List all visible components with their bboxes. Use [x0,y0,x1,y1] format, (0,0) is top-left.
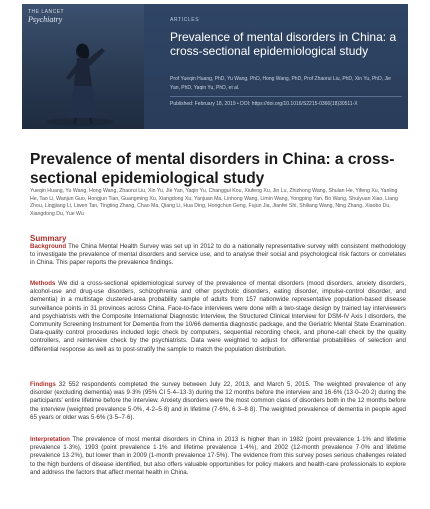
background-text: The China Mental Health Survey was set up in 2012 to do a nationally representative survey with consistent methodology to investigate the prevalence of mental disorders and service use, and to analyse their social and psychological risk factors or correlates in China. This paper reports the prevalence findings. [30,243,407,267]
banner-text-panel [144,4,408,129]
summary-methods [30,280,406,354]
findings-label: Findings [30,381,56,388]
summary-interpretation [30,436,406,477]
summary-background [30,243,406,268]
article-banner [22,4,408,129]
banner-title: Prevalence of mental disorders in China: a cross-sectional epidemiological study [170,30,397,58]
journal-logo [28,8,64,24]
background-label: Background [30,243,67,250]
interpretation-text: The prevalence of most mental disorders in China in 2013 is higher than in 1982 (point prevalence 1·1% and lifetime prevalence 1·3%), 1993 (point prevalence 1·1% and lifetime prevalence 1·4%), and 2002 (12-month prevalence 7·0% and lifetime prevalence 13·2%), but lower than in 2009 (1-month prevalence 17·5%). The evidence from this survey poses serious challenges related to the high burdens of disease identified, but also offers valuable opportunities for policy makers and health-care professionals to explore and address the factors that affect mental health in China. [30,436,407,476]
banner-divider [170,96,402,97]
author-list[interactable]: Yueqin Huang, Yu Wang, Hong Wang, Zhaorui Liu, Xin Yu, Jie Yan, Yaqin Yu, Changgui Kou, Xiufeng Xu, Jin Lu, Zhizhong Wang, Shulan He, Yifeng Xu, Yanling He, Tao Li, Wanjun Guo, Hongjun Tian, Guangming Xu, Xiangdong Xu, Yanjuan Ma, Linhong Wang, Limin Wang, Yongping Yan, Bo Wang, Shuiyuan Xiao, Liang Zhou, Lingjiang Li, Liwen Tan, Tingting Zhang, Chao Ma, Qiang Li, Hua Ding, Hongchun Geng, Fujun Jia, Jianfei Shi, Shiliang Wang, Ning Zhang, Xiaobo Du, Xiangdong Du, Yue Wu [30,188,398,217]
banner-publication-info[interactable]: Published: February 18, 2019 • DOI: https://doi.org/10.1016/S2215-0366(18)30511-X [170,101,358,107]
banner-authors[interactable]: Prof Yueqin Huang, PhD, Yu Wang, PhD, Hong Wang, PhD, Prof Zhaorui Liu, PhD, Xin Yu, PhD, Jie Yan, PhD, Yaqin Yu, PhD, et al. [170,76,391,91]
interpretation-label: Interpretation [30,436,70,443]
journal-small-name: THE LANCET [28,9,65,15]
woman-silhouette-image [32,34,132,126]
methods-label: Methods [30,280,56,287]
summary-findings [30,381,406,422]
methods-text: We did a cross-sectional epidemiological survey of the prevalence of mental disorders (mood disorders, anxiety disorders, alcohol-use and drug-use disorders, schizophrenia and other psychotic disorders, eating disorder, impulse-control disorder, and dementia) in a multistage clustered-area probability sample of adults from 157 nationwide representative population-based disease surveillance points in 31 provinces across China. Face-to-face interviews were done with a two-stage design by trained lay interviewers and psychiatrists with the Composite International Diagnostic Interview, the Structured Clinical Interview for DSM-IV Axis I disorders, the Community Screening Instrument for Dementia from the 10/66 dementia diagnostic package, and the Geriatric Mental State Examination. Data-quality control procedures included logic check by computers, sequential recording check, and phone-call check by the quality controllers, and reinterview check by the psychiatrists. Data were weighted to adjust for differential probabilities of selection and differential response as well as to post-stratify the sample to match the population distribution. [30,280,406,353]
summary-heading: Summary [30,234,67,243]
cover-photo [22,4,144,129]
article-title: Prevalence of mental disorders in China: a cross-sectional epidemiological study [30,151,395,187]
article-type-tag: ARTICLES [170,17,200,23]
findings-text: 32 552 respondents completed the survey between July 22, 2013, and March 5, 2015. The weighted prevalence of any disorder (excluding dementia) was 9·3% (95% CI 5·4–13·3) during the 12 months before the interview and 16·6% (13·0–20·2) during the participants' entire lifetime before the interview. Anxiety disorders were the most common class of disorders both in the 12 months before the interview (weighted prevalence 5·0%, 4·2–5·8) and in lifetime (7·6%, 6·3–8·8). The weighted prevalence of dementia in people aged 65 years or older was 5·6% (3·5–7·6). [30,381,406,421]
journal-name: Psychiatry [28,15,63,24]
